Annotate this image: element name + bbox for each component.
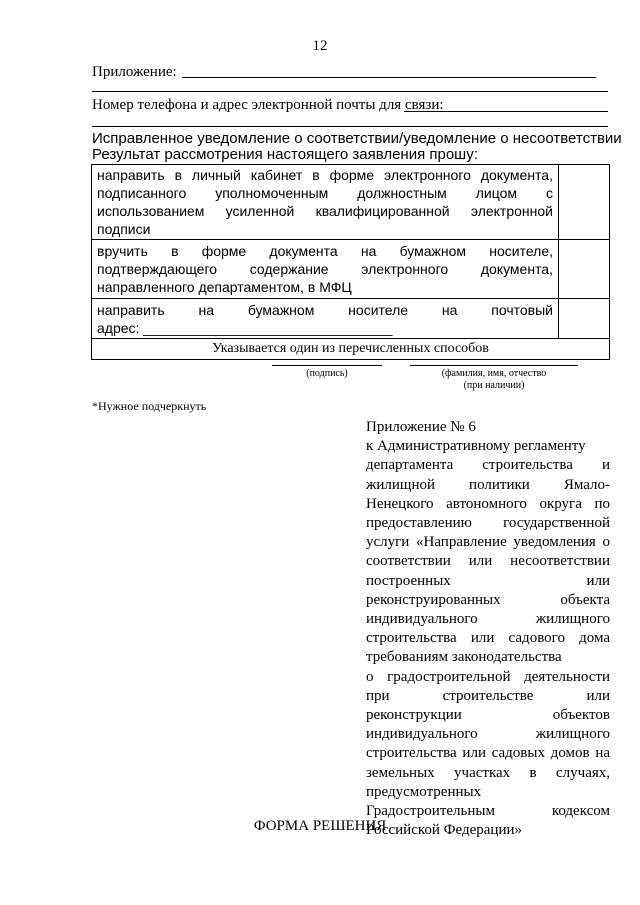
attachment-label: Приложение: — [92, 64, 177, 80]
signature-caption: (подпись) — [306, 368, 348, 379]
annex-line: Приложение № 6 — [366, 419, 476, 435]
annex-line: земельных участках в случаях, — [366, 764, 610, 781]
name-caption-1: (фамилия, имя, отчество — [441, 368, 547, 379]
annex-line: реконструкции объектов — [366, 707, 610, 724]
attachment-line — [182, 77, 596, 78]
delivery-methods-table — [91, 164, 610, 360]
name-caption-2: (при наличии) — [463, 380, 525, 391]
contact-line — [404, 111, 608, 112]
method-caption-row — [92, 339, 610, 360]
contact-line-2 — [92, 126, 608, 127]
method-row-mfc — [92, 240, 610, 299]
annex-line: строительства или садового дома — [366, 630, 610, 647]
annex-line: построенных или — [366, 572, 610, 589]
annex-line: услуги «Направление уведомления о — [366, 534, 610, 551]
annex-line: Ненецкого автономного округа по — [366, 495, 610, 512]
underline-note: *Нужное подчеркнуть — [92, 399, 207, 413]
method-checkbox-2[interactable] — [559, 240, 610, 299]
annex-line: предусмотренных — [366, 783, 482, 800]
annex-line: индивидуального жилищного — [366, 611, 610, 628]
method-checkbox-1[interactable] — [559, 165, 610, 240]
attachment-line-2 — [92, 91, 608, 92]
notice-type: Исправленное уведомление о соответствии/уведомление о несоответствии — [92, 130, 622, 147]
method-personal-account: направить в личный кабинет в форме электронного документа, подписанного уполномоченным должностным лицом с использованием усиленной квалифицированной электронной подписи — [92, 165, 559, 240]
annex-line: о градостроительной деятельности — [366, 668, 610, 685]
annex-line: предоставлению государственной — [366, 515, 610, 532]
name-line — [410, 365, 578, 366]
annex-line: Градостроительным кодексом — [366, 803, 610, 820]
annex-line: при строительстве или — [366, 687, 610, 704]
page-number: 12 — [312, 38, 328, 54]
annex-line: Российской Федерации» — [366, 822, 523, 839]
method-post-line1: направить на бумажном носителе на почтовый — [97, 302, 553, 318]
method-mfc: вручить в форме документа на бумажном носителе, подтверждающего содержание электронного документа, направленного департаментом, в МФЦ — [92, 240, 559, 299]
annex-line: соответствии или несоответствии — [366, 553, 610, 570]
method-row-post — [92, 299, 610, 339]
annex-line: к Административному регламенту — [366, 438, 586, 455]
method-checkbox-3[interactable] — [559, 299, 610, 339]
contact-label: Номер телефона и адрес электронной почты для связи: — [92, 97, 444, 113]
form-title: ФОРМА РЕШЕНИЯ — [253, 818, 387, 834]
annex-line: реконструированных объекта — [366, 591, 610, 608]
annex-line: жилищной политики Ямало- — [366, 476, 610, 493]
method-caption: Указывается один из перечисленных способов — [92, 339, 610, 360]
method-row-personal-account — [92, 165, 610, 240]
annex-line: строительства или садовых домов на — [366, 745, 610, 762]
method-post-line2: адрес: ________________________________ — [97, 320, 393, 336]
annex-line: индивидуального жилищного — [366, 726, 610, 743]
annex-line: требованиям законодательства — [366, 649, 562, 666]
method-post — [92, 299, 559, 339]
result-request: Результат рассмотрения настоящего заявления прошу: — [92, 146, 478, 163]
annex-line: департамента строительства и — [366, 457, 610, 474]
annex-header — [366, 418, 610, 840]
signature-line — [272, 365, 382, 366]
